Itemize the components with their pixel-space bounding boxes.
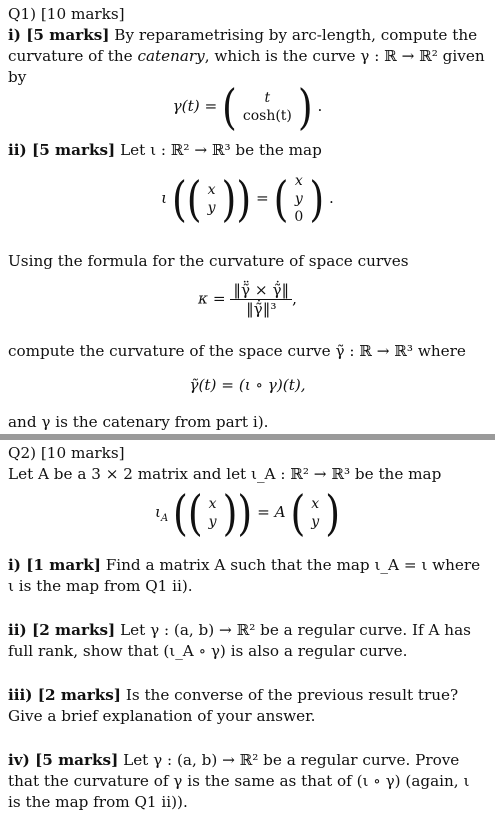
kappa-fraction — [230, 281, 292, 318]
q2-eq-vector — [203, 495, 223, 531]
q2-part-i — [8, 555, 485, 597]
q2-part-iv-label: iv) [5 marks] — [8, 751, 119, 769]
q1-part-ii-text: Let ι : ℝ² → ℝ³ be the map — [120, 141, 322, 159]
kappa-lhs: κ = — [198, 289, 226, 308]
eq1-top: t — [264, 90, 271, 106]
eq1-end: . — [317, 97, 323, 115]
q1-part-i-label: i) [5 marks] — [8, 26, 110, 44]
q1-equation-composite — [0, 376, 495, 394]
paren-left: ( — [273, 171, 289, 227]
eq2-end: . — [329, 189, 334, 207]
q1-heading: Q1) [10 marks] — [8, 5, 125, 23]
eq2-eq: = — [256, 189, 269, 207]
eq2-r1: x — [294, 173, 303, 189]
q2-intro: Let A be a 3 × 2 matrix and let ι_A : ℝ² → ℝ³ be the map — [8, 465, 442, 483]
q2-eq-x: x — [208, 496, 217, 512]
q2-part-ii-text: Let γ : (a, b) → ℝ² be a regular curve. If A has full rank, show that (ι_A ∘ γ) is also a regular curve. — [8, 621, 471, 660]
paren-right: ) — [309, 171, 325, 227]
q2-heading: Q2) [10 marks] — [8, 444, 125, 462]
kappa-num: ‖γ̃̈ × γ̃̇‖ — [230, 281, 292, 300]
q2-part-iv-text: Let γ : (a, b) → ℝ² be a regular curve. Prove that the curvature of γ is the same as that of (ι ∘ γ) (again, ι is the map from Q1 ii)). — [8, 751, 470, 811]
q2-part-i-label: i) [1 mark] — [8, 556, 101, 574]
eq2-iota: ι — [161, 189, 168, 207]
q1-equation-gamma — [0, 79, 495, 135]
q2-eq-y2: y — [311, 514, 320, 530]
eq-iota: $\iota_A$ — [154, 503, 169, 525]
q1-part-ii-label: ii) [5 marks] — [8, 141, 116, 159]
paren-right: )) — [221, 171, 252, 227]
q2-part-iii-label: iii) [2 marks] — [8, 686, 121, 704]
q2-part-iv — [8, 750, 485, 813]
eq2-vector — [202, 181, 222, 217]
section-divider — [0, 434, 495, 440]
eq2-x: x — [207, 182, 216, 198]
eq1-lhs: γ(t) = — [172, 97, 218, 115]
q2-part-i-text: Find a matrix A such that the map ι_A = ι where ι is the map from Q1 ii). — [8, 556, 481, 595]
eq1-bottom: cosh(t) — [242, 108, 292, 124]
q1-part-ii — [8, 140, 485, 161]
eq2-y: y — [207, 200, 216, 216]
eq1-vector — [237, 89, 298, 125]
paren-left: ( — [290, 485, 306, 541]
q2-part-ii-label: ii) [2 marks] — [8, 621, 116, 639]
paren-right: )) — [222, 485, 253, 541]
paren-left: ( — [222, 79, 237, 135]
paren-right: ) — [297, 79, 313, 135]
q2-part-iii-text: Is the converse of the previous result true? Give a brief explanation of your answer. — [8, 686, 459, 725]
q1-part-i — [8, 25, 485, 88]
q2-eq-mid: = A — [257, 503, 286, 521]
eq2-result — [288, 172, 309, 226]
q1-final-text: and γ is the catenary from part i). — [8, 413, 269, 431]
q2-eq-y: y — [208, 514, 217, 530]
kappa-den: ‖γ̃̇‖³ — [246, 300, 277, 318]
q1-equation-iota — [0, 172, 495, 226]
eq2-r3: 0 — [294, 209, 304, 225]
paren-left: (( — [171, 171, 202, 227]
eq2-r2: y — [294, 191, 303, 207]
q2-equation — [0, 485, 495, 541]
paren-right: ) — [325, 485, 341, 541]
q1-part-i-catenary: catenary — [137, 47, 205, 65]
q2-part-iii — [8, 685, 485, 727]
paren-left: (( — [173, 485, 203, 541]
q2-eq-x2: x — [311, 496, 320, 512]
q2-part-ii — [8, 620, 485, 662]
kappa-end: , — [292, 289, 297, 308]
q1-part-i-text-1: By reparametrising by arc-length, compute the curvature of the — [8, 26, 478, 65]
q1-kappa-formula — [0, 281, 495, 318]
q1-compute-text: compute the curvature of the space curve γ̃ : ℝ → ℝ³ where — [8, 342, 466, 360]
q1-part-i-text-2: , which is the curve γ : ℝ → ℝ² given by — [8, 47, 485, 86]
eq3: γ̃(t) = (ι ∘ γ)(t), — [189, 376, 306, 394]
q2-eq-vector-2 — [305, 495, 325, 531]
q1-formula-intro: Using the formula for the curvature of space curves — [8, 252, 409, 270]
